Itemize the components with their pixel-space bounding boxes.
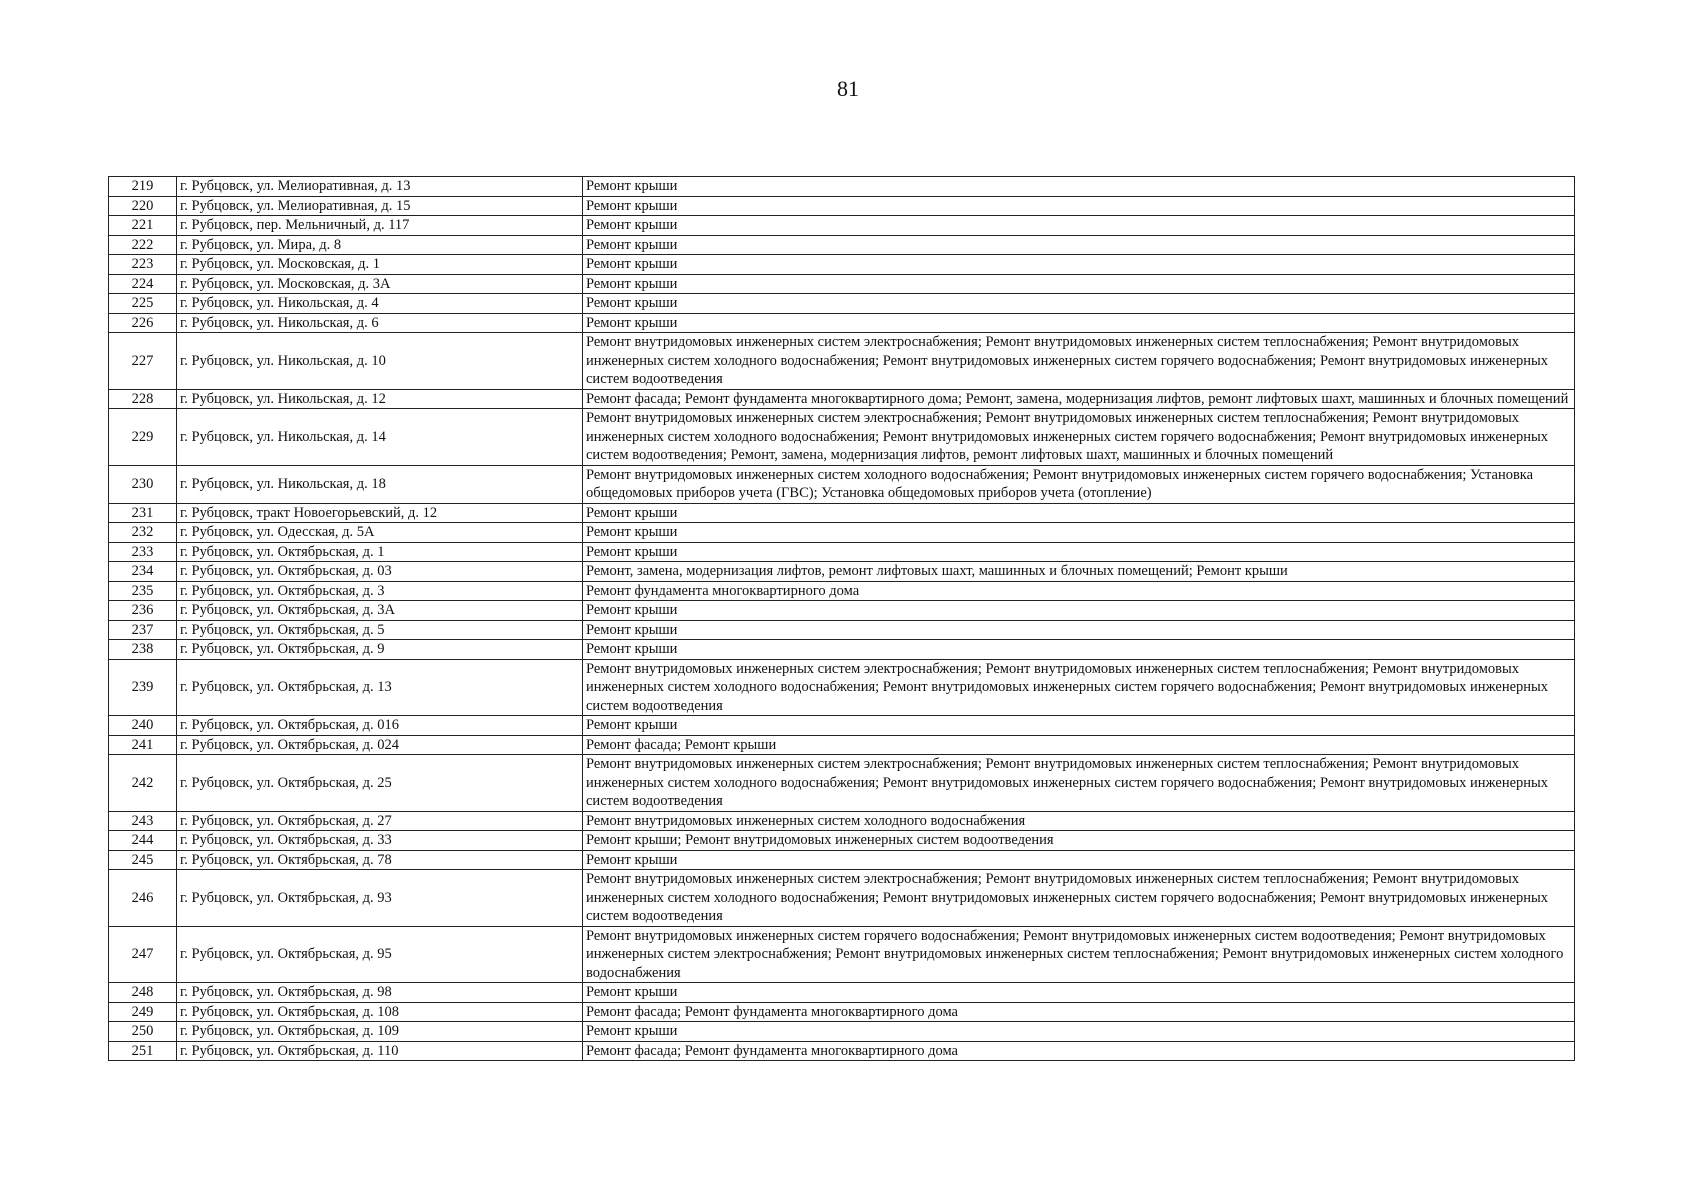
table-row (109, 601, 1575, 621)
row-number-cell: 226 (109, 313, 177, 333)
work-type-cell: Ремонт фундамента многоквартирного дома (583, 581, 1575, 601)
table-row (109, 333, 1575, 390)
work-type-cell: Ремонт крыши (583, 274, 1575, 294)
row-number-cell: 232 (109, 523, 177, 543)
table-row (109, 926, 1575, 983)
row-number-cell: 233 (109, 542, 177, 562)
address-cell: г. Рубцовск, ул. Октябрьская, д. 1 (177, 542, 583, 562)
page-number: 81 (837, 76, 859, 101)
repair-table-container (108, 176, 1574, 1061)
table-row (109, 523, 1575, 543)
table-row (109, 409, 1575, 466)
address-cell: г. Рубцовск, ул. Никольская, д. 10 (177, 333, 583, 390)
table-row (109, 542, 1575, 562)
table-row (109, 196, 1575, 216)
row-number-cell: 243 (109, 811, 177, 831)
work-type-cell: Ремонт крыши (583, 620, 1575, 640)
work-type-cell: Ремонт крыши (583, 983, 1575, 1003)
work-type-cell: Ремонт фасада; Ремонт фундамента многоквартирного дома; Ремонт, замена, модернизация лифтов, ремонт лифтовых шахт, машинных и блочных помещений (583, 389, 1575, 409)
row-number-cell: 227 (109, 333, 177, 390)
work-type-cell: Ремонт внутридомовых инженерных систем электроснабжения; Ремонт внутридомовых инженерных систем теплоснабжения; Ремонт внутридомовых инженерных систем холодного водоснабжения; Ремонт внутридомовых инженерных систем горячего водоснабжения; Ремонт внутридомовых инженерных систем водоотведения (583, 755, 1575, 812)
address-cell: г. Рубцовск, ул. Никольская, д. 4 (177, 294, 583, 314)
table-row (109, 389, 1575, 409)
work-type-cell: Ремонт крыши (583, 1022, 1575, 1042)
work-type-cell: Ремонт крыши (583, 235, 1575, 255)
work-type-cell: Ремонт крыши (583, 850, 1575, 870)
row-number-cell: 251 (109, 1041, 177, 1061)
address-cell: г. Рубцовск, ул. Мелиоративная, д. 13 (177, 177, 583, 197)
table-row (109, 313, 1575, 333)
work-type-cell: Ремонт крыши (583, 716, 1575, 736)
table-row (109, 640, 1575, 660)
table-row (109, 620, 1575, 640)
row-number-cell: 250 (109, 1022, 177, 1042)
table-row (109, 255, 1575, 275)
address-cell: г. Рубцовск, ул. Октябрьская, д. 27 (177, 811, 583, 831)
table-row (109, 983, 1575, 1003)
row-number-cell: 224 (109, 274, 177, 294)
work-type-cell: Ремонт, замена, модернизация лифтов, ремонт лифтовых шахт, машинных и блочных помещений; Ремонт крыши (583, 562, 1575, 582)
table-row (109, 274, 1575, 294)
address-cell: г. Рубцовск, ул. Мелиоративная, д. 15 (177, 196, 583, 216)
table-row (109, 216, 1575, 236)
row-number-cell: 242 (109, 755, 177, 812)
address-cell: г. Рубцовск, тракт Новоегорьевский, д. 12 (177, 503, 583, 523)
work-type-cell: Ремонт внутридомовых инженерных систем электроснабжения; Ремонт внутридомовых инженерных систем теплоснабжения; Ремонт внутридомовых инженерных систем холодного водоснабжения; Ремонт внутридомовых инженерных систем горячего водоснабжения; Ремонт внутридомовых инженерных систем водоотведения (583, 870, 1575, 927)
work-type-cell: Ремонт крыши (583, 601, 1575, 621)
table-row (109, 503, 1575, 523)
row-number-cell: 234 (109, 562, 177, 582)
table-row (109, 177, 1575, 197)
address-cell: г. Рубцовск, ул. Октябрьская, д. 33 (177, 831, 583, 851)
address-cell: г. Рубцовск, ул. Октябрьская, д. 98 (177, 983, 583, 1003)
work-type-cell: Ремонт внутридомовых инженерных систем электроснабжения; Ремонт внутридомовых инженерных систем теплоснабжения; Ремонт внутридомовых инженерных систем холодного водоснабжения; Ремонт внутридомовых инженерных систем горячего водоснабжения; Ремонт внутридомовых инженерных систем водоотведения (583, 333, 1575, 390)
address-cell: г. Рубцовск, ул. Октябрьская, д. 78 (177, 850, 583, 870)
table-row (109, 235, 1575, 255)
address-cell: г. Рубцовск, ул. Октябрьская, д. 13 (177, 659, 583, 716)
address-cell: г. Рубцовск, ул. Октябрьская, д. 93 (177, 870, 583, 927)
work-type-cell: Ремонт крыши (583, 294, 1575, 314)
row-number-cell: 237 (109, 620, 177, 640)
address-cell: г. Рубцовск, ул. Мира, д. 8 (177, 235, 583, 255)
address-cell: г. Рубцовск, ул. Московская, д. 3А (177, 274, 583, 294)
work-type-cell: Ремонт крыши; Ремонт внутридомовых инженерных систем водоотведения (583, 831, 1575, 851)
work-type-cell: Ремонт крыши (583, 177, 1575, 197)
work-type-cell: Ремонт крыши (583, 542, 1575, 562)
table-row (109, 659, 1575, 716)
row-number-cell: 230 (109, 465, 177, 503)
row-number-cell: 244 (109, 831, 177, 851)
work-type-cell: Ремонт фасада; Ремонт фундамента многоквартирного дома (583, 1041, 1575, 1061)
table-row (109, 294, 1575, 314)
row-number-cell: 219 (109, 177, 177, 197)
repair-table (108, 176, 1575, 1061)
row-number-cell: 247 (109, 926, 177, 983)
address-cell: г. Рубцовск, ул. Октябрьская, д. 95 (177, 926, 583, 983)
work-type-cell: Ремонт крыши (583, 255, 1575, 275)
work-type-cell: Ремонт фасада; Ремонт фундамента многоквартирного дома (583, 1002, 1575, 1022)
row-number-cell: 246 (109, 870, 177, 927)
row-number-cell: 239 (109, 659, 177, 716)
table-row (109, 1002, 1575, 1022)
address-cell: г. Рубцовск, ул. Октябрьская, д. 108 (177, 1002, 583, 1022)
row-number-cell: 228 (109, 389, 177, 409)
row-number-cell: 245 (109, 850, 177, 870)
address-cell: г. Рубцовск, ул. Октябрьская, д. 3 (177, 581, 583, 601)
work-type-cell: Ремонт крыши (583, 216, 1575, 236)
table-row (109, 850, 1575, 870)
row-number-cell: 221 (109, 216, 177, 236)
table-row (109, 870, 1575, 927)
work-type-cell: Ремонт фасада; Ремонт крыши (583, 735, 1575, 755)
work-type-cell: Ремонт внутридомовых инженерных систем электроснабжения; Ремонт внутридомовых инженерных систем теплоснабжения; Ремонт внутридомовых инженерных систем холодного водоснабжения; Ремонт внутридомовых инженерных систем горячего водоснабжения; Ремонт внутридомовых инженерных систем водоотведения; Ремонт, замена, модернизация лифтов, ремонт лифтовых шахт, машинных и блочных помещений (583, 409, 1575, 466)
table-row (109, 755, 1575, 812)
row-number-cell: 249 (109, 1002, 177, 1022)
row-number-cell: 225 (109, 294, 177, 314)
address-cell: г. Рубцовск, ул. Никольская, д. 14 (177, 409, 583, 466)
address-cell: г. Рубцовск, ул. Октябрьская, д. 3А (177, 601, 583, 621)
row-number-cell: 235 (109, 581, 177, 601)
work-type-cell: Ремонт крыши (583, 503, 1575, 523)
address-cell: г. Рубцовск, ул. Октябрьская, д. 016 (177, 716, 583, 736)
row-number-cell: 220 (109, 196, 177, 216)
address-cell: г. Рубцовск, ул. Октябрьская, д. 9 (177, 640, 583, 660)
table-body (109, 177, 1575, 1061)
address-cell: г. Рубцовск, ул. Никольская, д. 6 (177, 313, 583, 333)
address-cell: г. Рубцовск, ул. Октябрьская, д. 25 (177, 755, 583, 812)
row-number-cell: 241 (109, 735, 177, 755)
row-number-cell: 236 (109, 601, 177, 621)
work-type-cell: Ремонт крыши (583, 196, 1575, 216)
table-row (109, 1041, 1575, 1061)
table-row (109, 716, 1575, 736)
row-number-cell: 248 (109, 983, 177, 1003)
table-row (109, 735, 1575, 755)
address-cell: г. Рубцовск, ул. Одесская, д. 5А (177, 523, 583, 543)
address-cell: г. Рубцовск, пер. Мельничный, д. 117 (177, 216, 583, 236)
table-row (109, 1022, 1575, 1042)
address-cell: г. Рубцовск, ул. Московская, д. 1 (177, 255, 583, 275)
row-number-cell: 222 (109, 235, 177, 255)
address-cell: г. Рубцовск, ул. Октябрьская, д. 024 (177, 735, 583, 755)
work-type-cell: Ремонт внутридомовых инженерных систем электроснабжения; Ремонт внутридомовых инженерных систем теплоснабжения; Ремонт внутридомовых инженерных систем холодного водоснабжения; Ремонт внутридомовых инженерных систем горячего водоснабжения; Ремонт внутридомовых инженерных систем водоотведения (583, 659, 1575, 716)
work-type-cell: Ремонт внутридомовых инженерных систем холодного водоснабжения (583, 811, 1575, 831)
table-row (109, 581, 1575, 601)
work-type-cell: Ремонт крыши (583, 523, 1575, 543)
address-cell: г. Рубцовск, ул. Октябрьская, д. 109 (177, 1022, 583, 1042)
address-cell: г. Рубцовск, ул. Октябрьская, д. 110 (177, 1041, 583, 1061)
address-cell: г. Рубцовск, ул. Никольская, д. 18 (177, 465, 583, 503)
address-cell: г. Рубцовск, ул. Октябрьская, д. 03 (177, 562, 583, 582)
row-number-cell: 231 (109, 503, 177, 523)
row-number-cell: 240 (109, 716, 177, 736)
row-number-cell: 229 (109, 409, 177, 466)
table-row (109, 831, 1575, 851)
address-cell: г. Рубцовск, ул. Октябрьская, д. 5 (177, 620, 583, 640)
work-type-cell: Ремонт внутридомовых инженерных систем горячего водоснабжения; Ремонт внутридомовых инженерных систем водоотведения; Ремонт внутридомовых инженерных систем электроснабжения; Ремонт внутридомовых инженерных систем теплоснабжения; Ремонт внутридомовых инженерных систем холодного водоснабжения (583, 926, 1575, 983)
table-row (109, 465, 1575, 503)
table-row (109, 562, 1575, 582)
work-type-cell: Ремонт крыши (583, 313, 1575, 333)
work-type-cell: Ремонт крыши (583, 640, 1575, 660)
table-row (109, 811, 1575, 831)
work-type-cell: Ремонт внутридомовых инженерных систем холодного водоснабжения; Ремонт внутридомовых инженерных систем горячего водоснабжения; Установка общедомовых приборов учета (ГВС); Установка общедомовых приборов учета (отопление) (583, 465, 1575, 503)
row-number-cell: 238 (109, 640, 177, 660)
address-cell: г. Рубцовск, ул. Никольская, д. 12 (177, 389, 583, 409)
row-number-cell: 223 (109, 255, 177, 275)
